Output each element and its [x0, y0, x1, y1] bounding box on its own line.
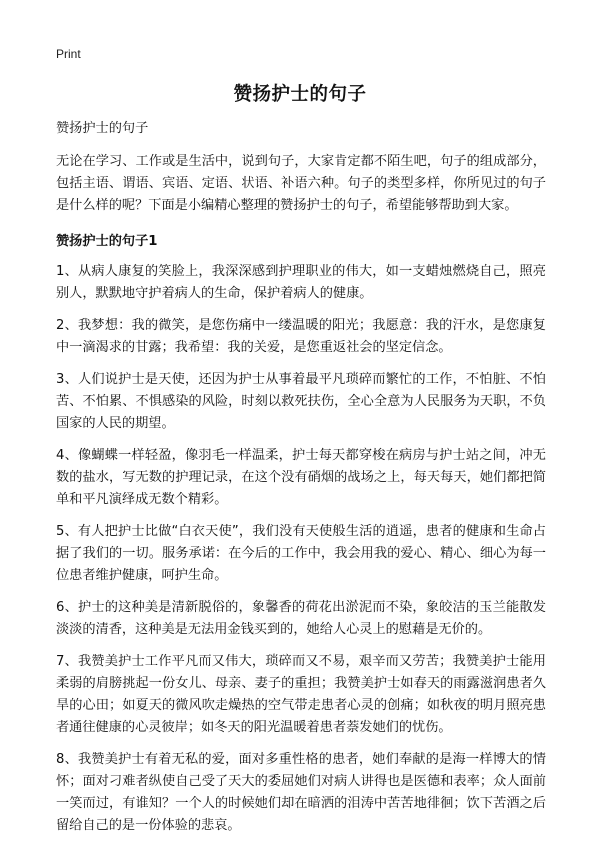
- intro-paragraph: 无论在学习、工作或是生活中，说到句子，大家肯定都不陌生吧，句子的组成部分，包括主语、谓语、宾语、定语、状语、补语六种。句子的类型多样，你所见过的句子是什么样的呢？下面是小编精心整理的赞扬护士的句子，希望能够帮助到大家。: [56, 154, 546, 213]
- quote-paragraph-7: 7、我赞美护士工作平凡而又伟大，琐碎而又不易，艰辛而又劳苦；我赞美护士能用柔弱的肩膀挑起一份女儿、母亲、妻子的重担；我赞美护士如春天的雨露滋润患者久旱的心田；如夏天的微风吹走燥热的空气带走患者心灵的创痛；如秋夜的明月照亮患者通往健康的心灵彼岸；如冬天的阳光温暖着患者萘发她们的忧伤。: [56, 654, 546, 735]
- quote-paragraph-8: 8、我赞美护士有着无私的爱，面对多重性格的患者，她们奉献的是海一样博大的情怀；面对刁难者纵使自己受了天大的委屈她们对病人讲得也是医德和表率；众人面前一笑而过，有谁知？一个人的时候她们却在暗洒的泪涛中苦苦地徘徊；饮下苦酒之后留给自己的是一份体验的悲哀。: [56, 752, 546, 833]
- quote-paragraph-6: 6、护士的这种美是清新脱俗的，象馨香的荷花出淤泥而不染，象皎洁的玉兰能散发淡淡的清香，这种美是无法用金钱买到的，她给人心灵上的慰藉是无价的。: [56, 600, 546, 637]
- print-link[interactable]: Print: [56, 47, 81, 61]
- document-subtitle: 赞扬护士的句子: [56, 121, 149, 136]
- quote-paragraph-3: 3、人们说护士是天使，还因为护士从事着最平凡琐碎而繁忙的工作，不怕脏、不怕苦、不怕累、不惧感染的风险，时刻以救死扶伤，全心全意为人民服务为天职，不负国家的人民的期望。: [56, 372, 546, 431]
- document-body: [56, 118, 546, 847]
- quote-paragraph-2: 2、我梦想：我的微笑，是您伤痛中一缕温暖的阳光；我愿意：我的汗水，是您康复中一滴渴求的甘露；我希望：我的关爱，是您重返社会的坚定信念。: [56, 318, 546, 355]
- page-title: 赞扬护士的句子: [233, 84, 367, 105]
- quote-paragraph-4: 4、像蝴蝶一样轻盈，像羽毛一样温柔，护士每天都穿梭在病房与护士站之间，冲无数的盐水，写无数的护理记录，在这个没有硝烟的战场之上，每天每天，她们都把简单和平凡演绎成无数个精彩。: [56, 448, 546, 507]
- quote-paragraph-5: 5、有人把护士比做“白衣天使”，我们没有天使般生活的逍遥，患者的健康和生命占据了我们的一切。服务承诺：在今后的工作中，我会用我的爱心、精心、细心为每一位患者维护健康，呵护生命。: [56, 524, 546, 583]
- quote-paragraph-1: 1、从病人康复的笑脸上，我深深感到护理职业的伟大，如一支蜡烛燃烧自己，照亮别人，默默地守护着病人的生命，保护着病人的健康。: [56, 264, 546, 301]
- section-heading: 赞扬护士的句子1: [56, 234, 158, 249]
